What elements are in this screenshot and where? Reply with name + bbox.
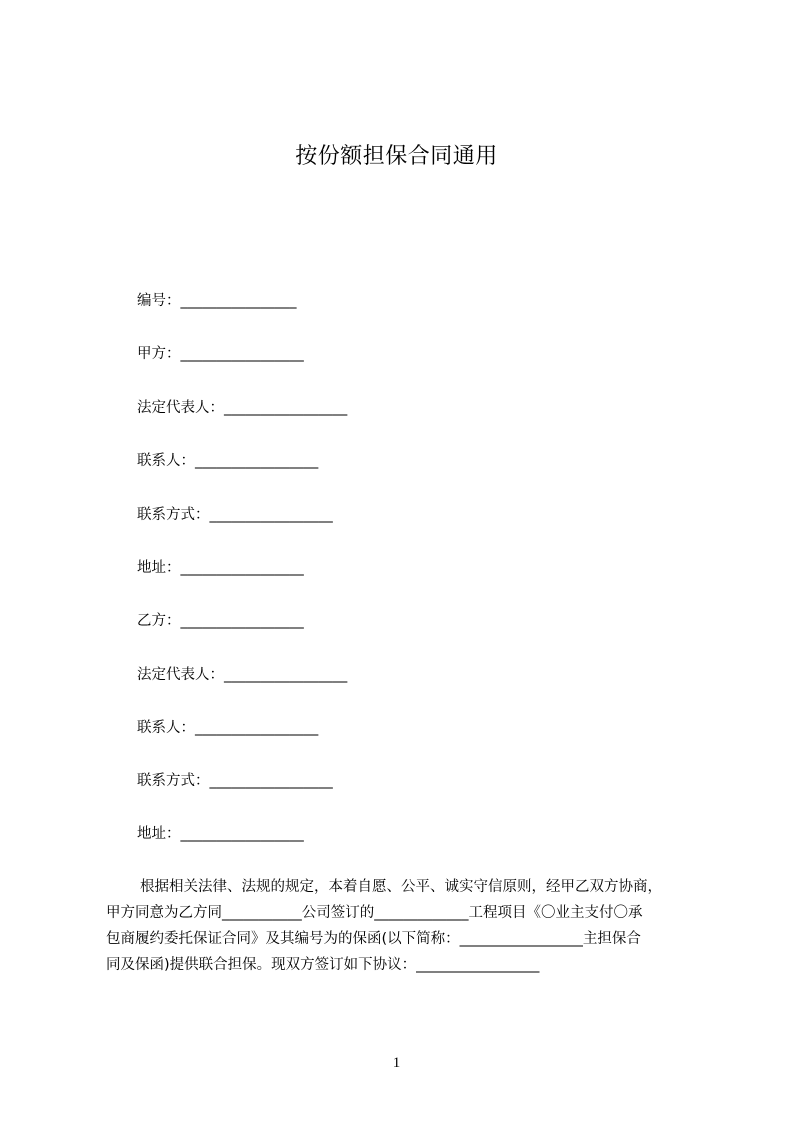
field-party-b-contact-info [137, 771, 333, 791]
field-party-a [137, 344, 304, 364]
field-party-b-legal-rep [137, 665, 347, 685]
field-label: 联系人： [137, 453, 195, 469]
field-party-b [137, 611, 304, 631]
field-label: 法定代表人： [137, 400, 224, 416]
field-label: 地址： [137, 560, 181, 576]
field-label: 法定代表人： [137, 667, 224, 683]
field-blank: _________________ [195, 453, 319, 469]
field-contract-number [137, 291, 297, 311]
field-blank: _________________ [180, 613, 304, 629]
preamble-paragraph [106, 874, 706, 978]
field-blank: _________________ [195, 720, 319, 736]
field-party-a-legal-rep [137, 398, 347, 418]
field-blank: _________________ [180, 346, 304, 362]
paragraph-line: 根据相关法律、法规的规定，本着自愿、公平、诚实守信原则，经甲乙双方协商， [140, 879, 662, 895]
field-blank: _________________ [180, 560, 304, 576]
paragraph-line: 甲方同意为乙方同___________公司签订的_____________工程项目《〇业主支付〇承 [106, 905, 643, 921]
field-label: 乙方： [137, 613, 181, 629]
paragraph-line: 同及保函)提供联合担保。现双方签订如下协议：_________________ [106, 957, 540, 973]
field-blank: _________________ [209, 773, 333, 789]
field-blank: _________________ [224, 667, 348, 683]
field-blank: _________________ [209, 507, 333, 523]
field-label: 编号： [137, 293, 181, 309]
field-blank: _________________ [224, 400, 348, 416]
field-label: 联系方式： [137, 773, 210, 789]
field-label: 地址： [137, 826, 181, 842]
document-title: 按份额担保合同通用 [295, 144, 498, 169]
field-label: 甲方： [137, 346, 181, 362]
page-number: 1 [392, 1055, 401, 1071]
field-party-b-address [137, 824, 304, 844]
field-party-a-address [137, 558, 304, 578]
field-party-a-contact [137, 451, 318, 471]
field-party-a-contact-info [137, 505, 333, 525]
field-label: 联系方式： [137, 507, 210, 523]
field-party-b-contact [137, 718, 318, 738]
field-blank: ________________ [180, 293, 297, 309]
paragraph-line: 包商履约委托保证合同》及其编号为的保函(以下简称：_________________主担保合 [106, 931, 641, 947]
field-blank: _________________ [180, 826, 304, 842]
field-label: 联系人： [137, 720, 195, 736]
